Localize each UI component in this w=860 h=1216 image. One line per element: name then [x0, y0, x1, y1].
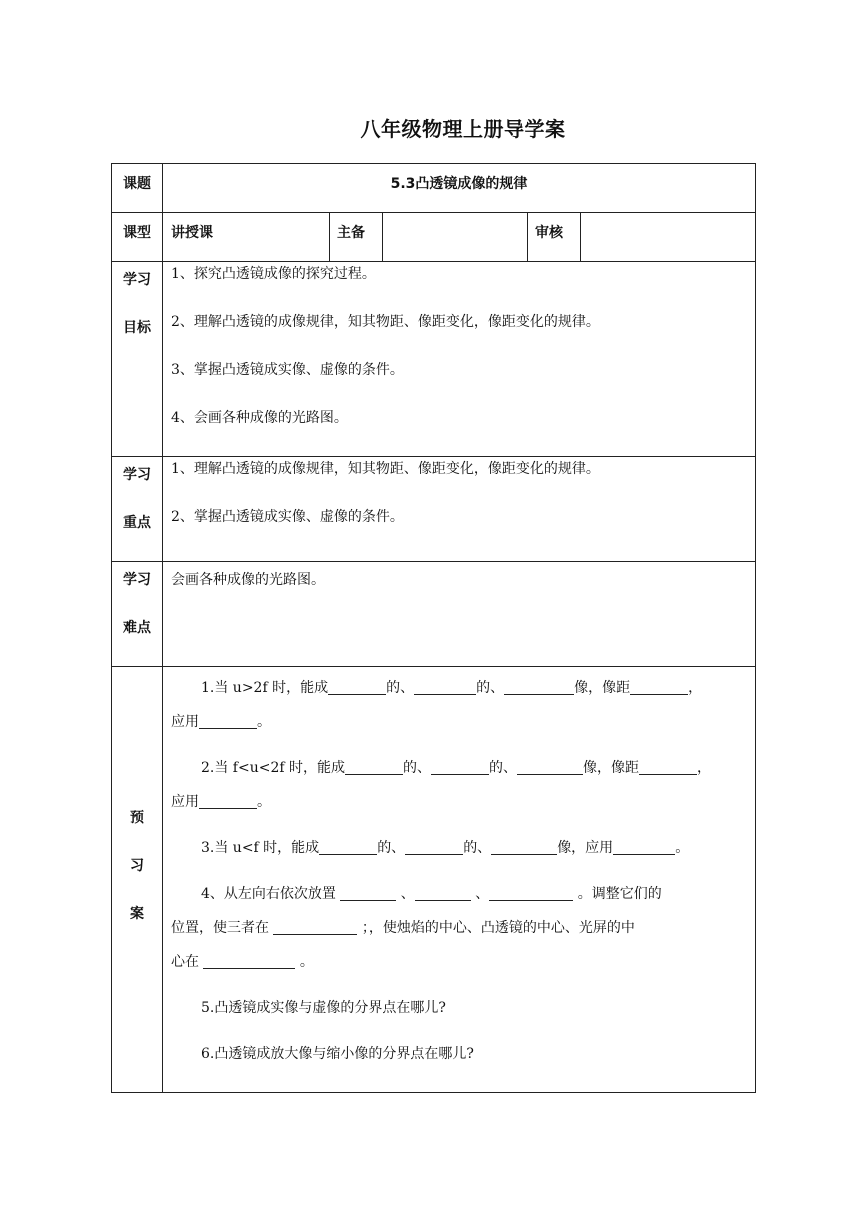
key-points-row: [112, 457, 756, 562]
objective-item: 1、探究凸透镜成像的探究过程。: [171, 266, 376, 282]
type-row: [112, 213, 756, 262]
difficulties-label: 学习 难点: [112, 562, 163, 667]
difficulties-content: [163, 562, 756, 667]
key-points-content: [163, 457, 756, 562]
objectives-label: 学习 目标: [112, 262, 163, 457]
answer-blank[interactable]: [630, 678, 688, 695]
lesson-plan-table: [111, 163, 756, 1093]
answer-blank[interactable]: [414, 678, 476, 695]
answer-blank[interactable]: [328, 678, 386, 695]
review-label: 审核: [528, 213, 581, 262]
answer-blank[interactable]: [415, 884, 471, 901]
type-value: 讲授课: [163, 213, 330, 262]
answer-blank[interactable]: [273, 918, 357, 935]
key-point-item: 2、掌握凸透镜成实像、虚像的条件。: [171, 509, 404, 525]
preview-label: 预 习 案: [112, 667, 163, 1093]
topic-value: 5.3凸透镜成像的规律: [163, 164, 756, 213]
author-value: [383, 213, 528, 262]
answer-blank[interactable]: [319, 838, 377, 855]
answer-blank[interactable]: [199, 712, 257, 729]
question-4: 4、从左向右依次放置 、 、 。调整它们的: [201, 886, 662, 902]
page-title: 八年级物理上册导学案: [360, 117, 566, 141]
difficulties-row: [112, 562, 756, 667]
question-2: 2.当 f<u<2f 时，能成 的、 的、 像，像距 ，: [201, 760, 712, 776]
answer-blank[interactable]: [345, 758, 403, 775]
difficulty-item: 会画各种成像的光路图。: [171, 572, 325, 588]
question-5: 5.凸透镜成实像与虚像的分界点在哪儿?: [201, 1000, 446, 1016]
question-2-cont: 应用 。: [171, 794, 271, 810]
topic-row: [112, 164, 756, 213]
key-point-item: 1、理解凸透镜的成像规律，知其物距、像距变化，像距变化的规律。: [171, 461, 600, 477]
answer-blank[interactable]: [405, 838, 463, 855]
answer-blank[interactable]: [199, 792, 257, 809]
author-label: 主备: [330, 213, 383, 262]
topic-label: 课题: [112, 164, 163, 213]
answer-blank[interactable]: [613, 838, 675, 855]
key-points-label: 学习 重点: [112, 457, 163, 562]
answer-blank[interactable]: [489, 884, 573, 901]
type-label: 课型: [112, 213, 163, 262]
review-value: [581, 213, 756, 262]
preview-content: [163, 667, 756, 1093]
question-1-cont: 应用 。: [171, 714, 271, 730]
question-1: 1.当 u>2f 时，能成 的、 的、 像，像距 ，: [201, 680, 703, 696]
objective-item: 3、掌握凸透镜成实像、虚像的条件。: [171, 362, 404, 378]
objectives-content: [163, 262, 756, 457]
objectives-row: [112, 262, 756, 457]
answer-blank[interactable]: [504, 678, 574, 695]
answer-blank[interactable]: [517, 758, 583, 775]
answer-blank[interactable]: [491, 838, 557, 855]
question-4-cont: 位置，使三者在 ；，使烛焰的中心、凸透镜的中心、光屏的中: [171, 920, 635, 936]
objective-item: 2、理解凸透镜的成像规律，知其物距、像距变化，像距变化的规律。: [171, 314, 600, 330]
preview-row: [112, 667, 756, 1093]
answer-blank[interactable]: [340, 884, 396, 901]
question-4-cont2: 心在 。: [171, 954, 314, 970]
question-3: 3.当 u<f 时，能成 的、 的、 像，应用 。: [201, 840, 690, 856]
objective-item: 4、会画各种成像的光路图。: [171, 410, 348, 426]
question-6: 6.凸透镜成放大像与缩小像的分界点在哪儿?: [201, 1046, 474, 1062]
answer-blank[interactable]: [203, 952, 295, 969]
answer-blank[interactable]: [639, 758, 697, 775]
answer-blank[interactable]: [431, 758, 489, 775]
